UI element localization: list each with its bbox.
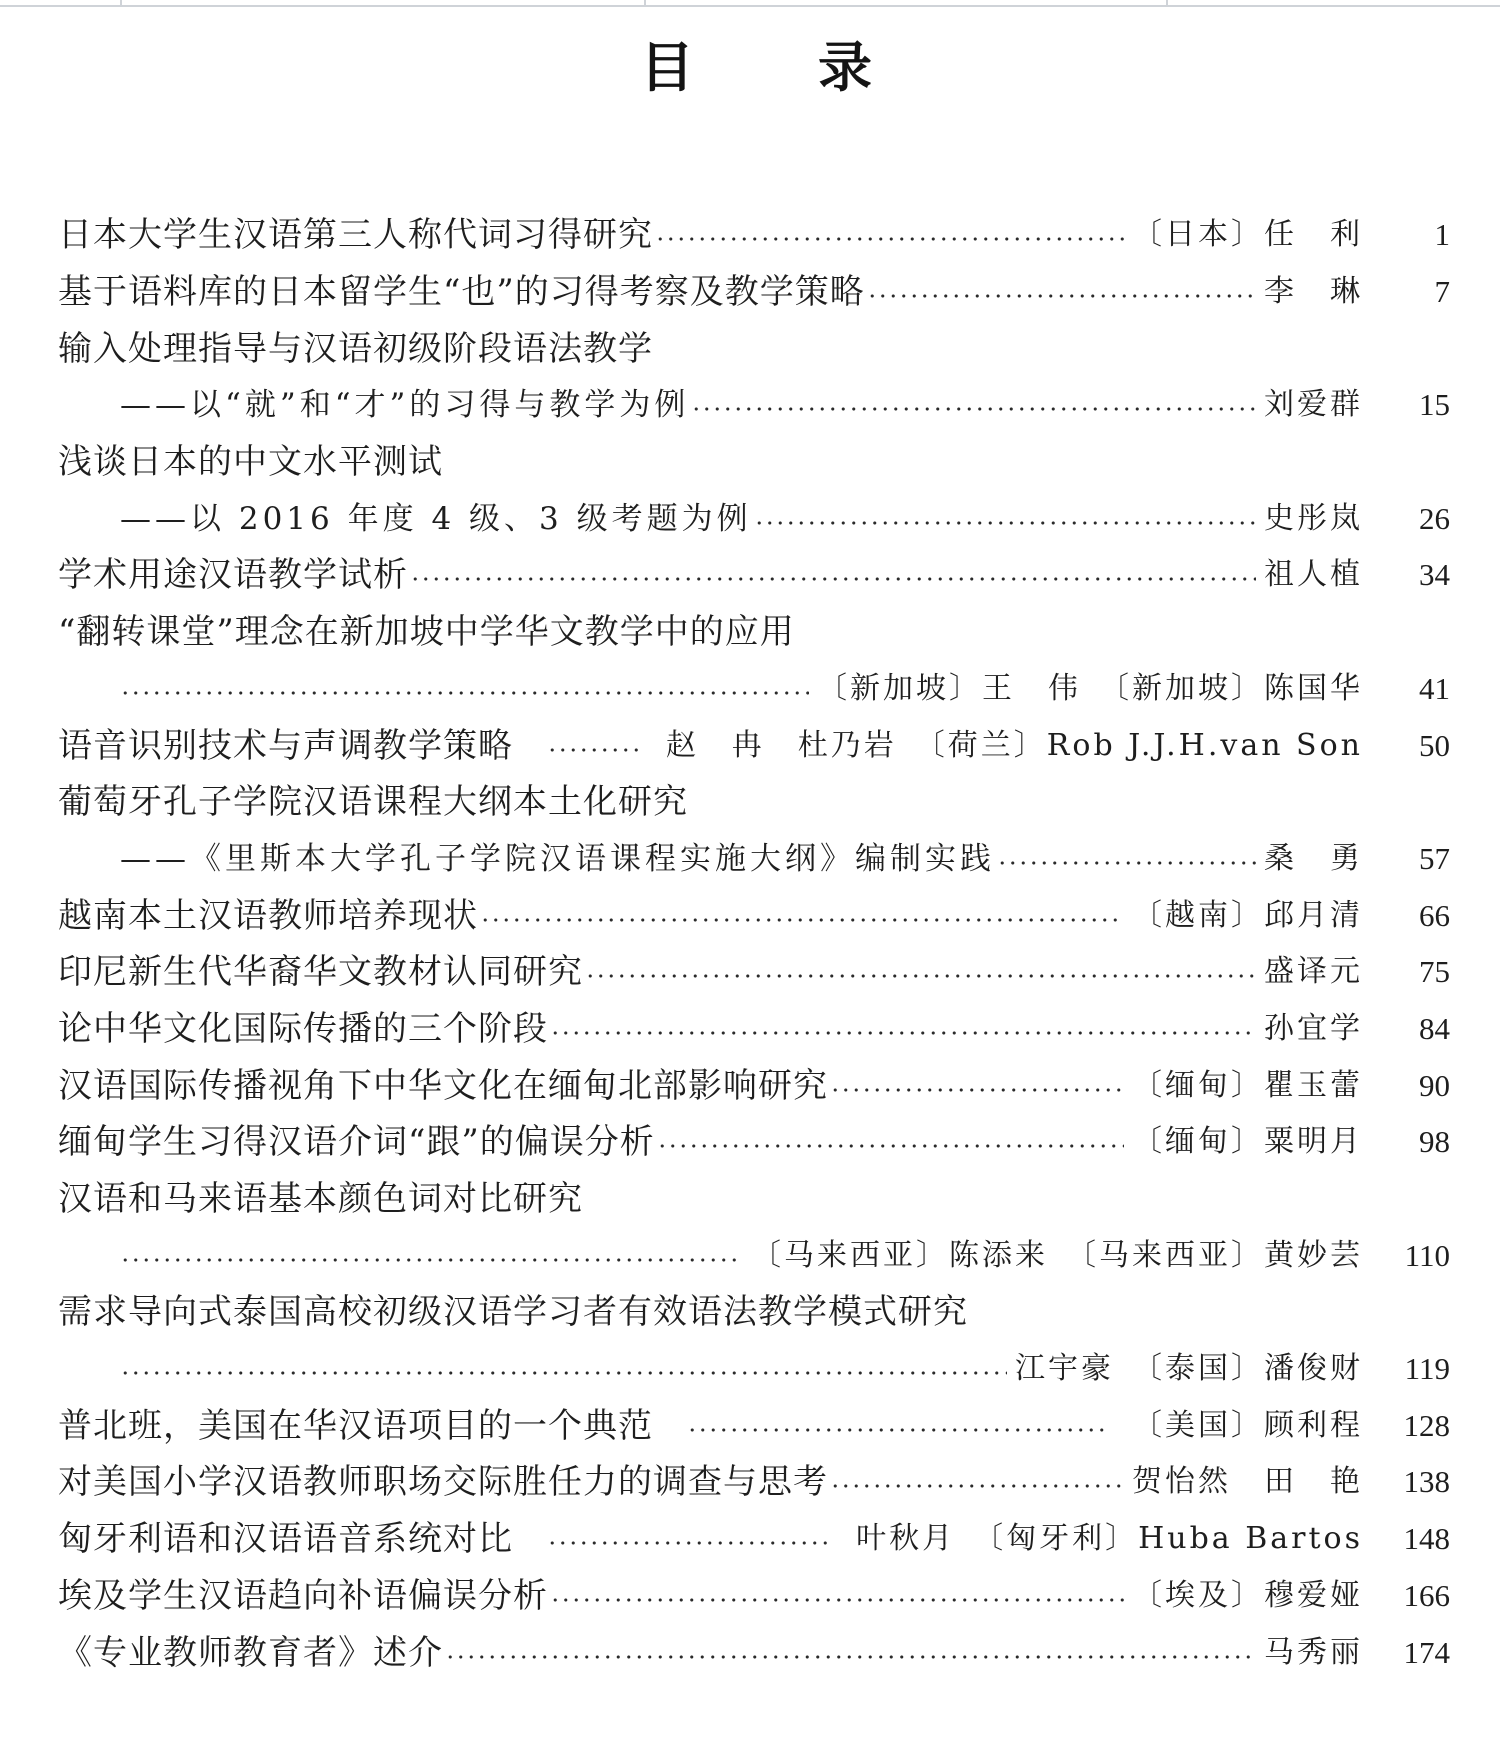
entry-title: 输入处理指导与汉语初级阶段语法教学	[58, 328, 653, 369]
scan-edge-tick	[120, 0, 122, 7]
entry-author: 史彤岚	[1264, 500, 1363, 536]
toc-entry-continuation-line	[58, 1227, 1450, 1284]
dot-leader	[830, 1482, 1124, 1490]
entry-title: 普北班，美国在华汉语项目的一个典范	[58, 1405, 653, 1446]
dot-leader	[585, 972, 1256, 980]
toc-entry	[58, 1568, 1450, 1625]
toc-entry	[58, 1511, 1450, 1568]
entry-title: 越南本土汉语教师培养现状	[58, 895, 478, 936]
entry-page: 15	[1419, 387, 1450, 423]
entry-page: 128	[1403, 1407, 1450, 1443]
entry-subtitle: ——以“就”和“才”的习得与教学为例	[120, 387, 690, 424]
entry-title: 埃及学生汉语趋向补语偏误分析	[58, 1575, 548, 1616]
toc-entry-continuation-line	[58, 1341, 1450, 1398]
entry-title: 匈牙利语和汉语语音系统对比	[58, 1519, 513, 1560]
entry-title: 学术用途汉语教学试析	[58, 555, 408, 596]
entry-page: 98	[1419, 1124, 1450, 1160]
entry-title: 日本大学生汉语第三人称代词习得研究	[58, 215, 653, 256]
entry-author: 江宇豪 〔泰国〕潘俊财	[1015, 1351, 1363, 1387]
toc-entry-heading-line	[58, 604, 1450, 661]
toc-entry	[58, 887, 1450, 944]
entry-author: 〔越南〕邱月清	[1132, 897, 1363, 933]
entry-page: 138	[1403, 1464, 1450, 1500]
entry-page: 34	[1419, 557, 1450, 593]
toc-entry	[58, 1624, 1450, 1681]
dot-leader	[120, 1256, 743, 1264]
dot-leader	[830, 1086, 1124, 1094]
entry-author: 〔新加坡〕王 伟 〔新加坡〕陈国华	[817, 670, 1363, 706]
entry-author: 〔埃及〕穆爱娅	[1132, 1577, 1363, 1613]
entry-title: 汉语和马来语基本颜色词对比研究	[58, 1179, 583, 1220]
dot-leader	[657, 1142, 1124, 1150]
entry-author: 赵 冉 杜乃岩 〔荷兰〕Rob J.J.H.van Son	[665, 727, 1363, 763]
entry-page: 26	[1419, 500, 1450, 536]
dot-leader	[120, 1369, 1007, 1377]
table-of-contents	[58, 207, 1450, 1681]
entry-author: 〔缅甸〕粟明月	[1132, 1124, 1363, 1160]
toc-entry	[58, 1454, 1450, 1511]
dot-leader	[547, 746, 644, 754]
entry-page: 174	[1403, 1634, 1450, 1670]
entry-page: 166	[1403, 1577, 1450, 1613]
entry-author: 〔美国〕顾利程	[1132, 1407, 1363, 1443]
entry-author: 桑 勇	[1264, 840, 1363, 876]
scan-edge-line	[0, 5, 1500, 7]
entry-title: 缅甸学生习得汉语介词“跟”的偏误分析	[58, 1122, 655, 1163]
entry-title: 印尼新生代华裔华文教材认同研究	[58, 952, 583, 993]
entry-title: 需求导向式泰国高校初级汉语学习者有效语法教学模式研究	[58, 1292, 968, 1333]
entry-page: 50	[1419, 727, 1450, 763]
entry-page: 75	[1419, 954, 1450, 990]
dot-leader	[691, 405, 1256, 413]
page-title: 目 录	[640, 35, 907, 99]
entry-author: 马秀丽	[1264, 1634, 1363, 1670]
entry-page: 1	[1434, 217, 1450, 253]
entry-title: 语音识别技术与声调教学策略	[58, 725, 513, 766]
dot-leader	[480, 916, 1124, 924]
entry-page: 148	[1403, 1521, 1450, 1557]
entry-page: 119	[1404, 1351, 1450, 1387]
dot-leader	[445, 1653, 1256, 1661]
toc-entry	[58, 944, 1450, 1001]
entry-author: 孙宜学	[1264, 1010, 1363, 1046]
toc-entry	[58, 1114, 1450, 1171]
entry-author: 刘爱群	[1264, 387, 1363, 423]
entry-page: 66	[1419, 897, 1450, 933]
dot-leader	[687, 1426, 1110, 1434]
toc-entry-continuation-line	[58, 661, 1450, 718]
toc-entry-heading-line	[58, 434, 1450, 491]
scan-edge-tick	[1166, 0, 1168, 7]
entry-page: 57	[1419, 840, 1450, 876]
toc-entry	[58, 1001, 1450, 1058]
entry-title: “翻转课堂”理念在新加坡中学华文教学中的应用	[58, 612, 795, 653]
entry-title: 《专业教师教育者》述介	[58, 1632, 443, 1673]
dot-leader	[410, 575, 1256, 583]
toc-entry-heading-line	[58, 1171, 1450, 1228]
entry-page: 84	[1419, 1010, 1450, 1046]
entry-author: 贺怡然 田 艳	[1132, 1464, 1363, 1500]
entry-author: 〔马来西亚〕陈添来 〔马来西亚〕黄妙芸	[751, 1237, 1363, 1273]
scan-edge-tick	[644, 0, 646, 7]
entry-author: 〔日本〕任 利	[1132, 217, 1363, 253]
entry-page: 7	[1434, 274, 1450, 310]
dot-leader	[867, 292, 1256, 300]
toc-entry	[58, 717, 1450, 774]
toc-entry-subtitle-line	[58, 490, 1450, 547]
entry-page: 90	[1419, 1067, 1450, 1103]
entry-title: 汉语国际传播视角下中华文化在缅甸北部影响研究	[58, 1065, 828, 1106]
toc-entry-heading-line	[58, 774, 1450, 831]
dot-leader	[547, 1539, 834, 1547]
toc-entry	[58, 1397, 1450, 1454]
toc-entry-heading-line	[58, 320, 1450, 377]
toc-entry	[58, 547, 1450, 604]
entry-author: 盛译元	[1264, 954, 1363, 990]
entry-author: 李 琳	[1264, 274, 1363, 310]
entry-page: 110	[1404, 1237, 1450, 1273]
entry-title: 葡萄牙孔子学院汉语课程大纲本土化研究	[58, 782, 688, 823]
entry-subtitle: ——以 2016 年度 4 级、3 级考题为例	[120, 500, 752, 537]
entry-title: 对美国小学汉语教师职场交际胜任力的调查与思考	[58, 1462, 828, 1503]
entry-page: 41	[1419, 670, 1450, 706]
entry-title: 论中华文化国际传播的三个阶段	[58, 1008, 548, 1049]
dot-leader	[550, 1596, 1124, 1604]
entry-author: 祖人植	[1264, 557, 1363, 593]
toc-entry	[58, 207, 1450, 264]
toc-entry-subtitle-line	[58, 377, 1450, 434]
entry-title: 浅谈日本的中文水平测试	[58, 442, 443, 483]
toc-entry-heading-line	[58, 1284, 1450, 1341]
dot-leader	[120, 689, 809, 697]
entry-subtitle: ——《里斯本大学孔子学院汉语课程实施大纲》编制实践	[120, 840, 995, 877]
entry-title: 基于语料库的日本留学生“也”的习得考察及教学策略	[58, 272, 865, 313]
dot-leader	[655, 235, 1124, 243]
dot-leader	[550, 1029, 1256, 1037]
toc-entry	[58, 1057, 1450, 1114]
dot-leader	[997, 859, 1256, 867]
entry-author: 〔缅甸〕瞿玉蕾	[1132, 1067, 1363, 1103]
toc-entry	[58, 264, 1450, 321]
toc-entry-subtitle-line	[58, 831, 1450, 888]
entry-author: 叶秋月 〔匈牙利〕Huba Bartos	[856, 1521, 1363, 1557]
dot-leader	[754, 519, 1256, 527]
